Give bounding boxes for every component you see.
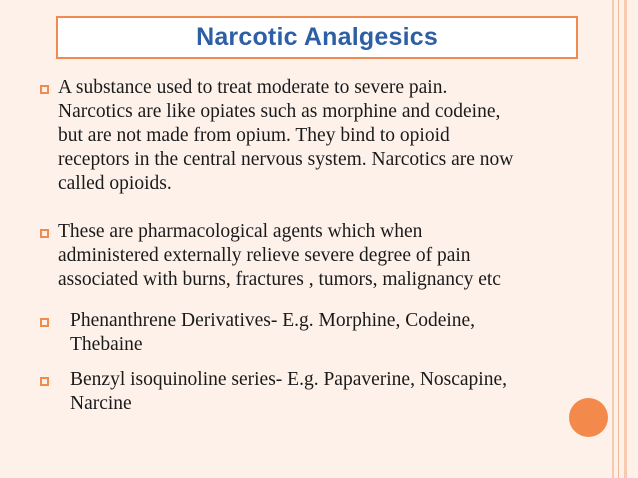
bullet-line: associated with burns, fractures , tumors, malignancy etc [58,269,501,290]
bullet-line: A substance used to treat moderate to severe pain. [58,77,448,98]
accent-line [618,0,619,478]
accent-line [624,0,627,478]
bullet-line: administered externally relieve severe degree of pain [58,245,471,266]
orange-circle-decoration [569,398,608,437]
bullet-line: Narcotics are like opiates such as morphine and codeine, [58,101,501,122]
bullet-text [58,76,513,196]
square-bullet-icon [40,377,49,386]
bullet-line: Thebaine [70,334,143,355]
bullet-line: Narcine [70,393,132,414]
bullet-text [58,220,501,292]
bullet-line: called opioids. [58,173,172,194]
title-box [56,16,578,59]
square-bullet-icon [40,229,49,238]
square-bullet-icon [40,318,49,327]
bullet-line: Benzyl isoquinoline series- E.g. Papaverine, Noscapine, [70,369,508,390]
bullet-line: Phenanthrene Derivatives- E.g. Morphine, Codeine, [70,310,476,331]
accent-line [612,0,614,478]
bullet-text [70,309,475,357]
bullet-line: but are not made from opium. They bind to opioid [58,125,450,146]
bullet-line: receptors in the central nervous system. Narcotics are now [58,149,514,170]
square-bullet-icon [40,85,49,94]
slide-title: Narcotic Analgesics [196,23,438,51]
bullet-line: These are pharmacological agents which when [58,221,423,242]
bullet-text [70,368,507,416]
